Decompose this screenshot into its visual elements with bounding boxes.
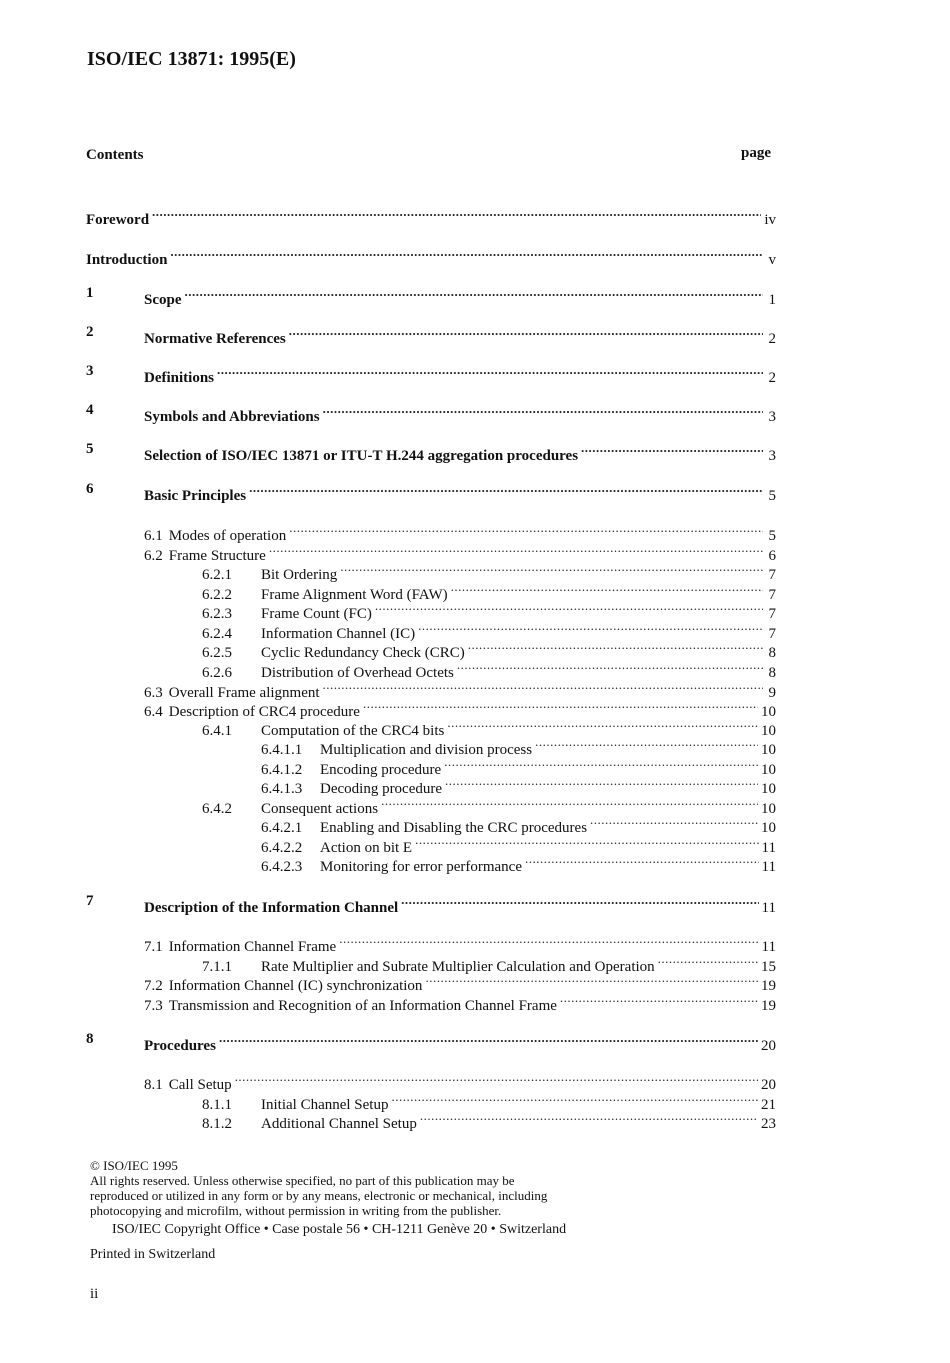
toc-entry-number: 6.4.1 bbox=[202, 723, 232, 739]
copyright-notice bbox=[90, 1158, 547, 1218]
toc-dot-leader bbox=[457, 658, 763, 677]
toc-entry-page: 7 bbox=[768, 626, 776, 642]
page-column-heading: page bbox=[741, 145, 771, 161]
toc-entry-number: 6.4.2.1 bbox=[261, 820, 303, 836]
toc-dot-leader bbox=[249, 481, 763, 500]
toc-entry-page: 11 bbox=[761, 840, 776, 856]
toc-entry[interactable] bbox=[144, 324, 776, 349]
toc-entry-title: Multiplication and division process bbox=[320, 742, 533, 758]
toc-entry-page: 7 bbox=[768, 587, 776, 603]
toc-entry-page: iv bbox=[764, 212, 776, 228]
rights-line-1: All rights reserved. Unless otherwise specified, no part of this publication may be bbox=[90, 1173, 515, 1188]
copyright-office: ISO/IEC Copyright Office • Case postale 56 • CH-1211 Genève 20 • Switzerland bbox=[112, 1222, 567, 1237]
printed-in: Printed in Switzerland bbox=[90, 1247, 216, 1262]
copyright-line: © ISO/IEC 1995 bbox=[90, 1158, 178, 1173]
toc-entry-number: 8.1.1 bbox=[202, 1097, 232, 1113]
toc-entry-title: Distribution of Overhead Octets bbox=[261, 665, 454, 681]
toc-entry-title: Decoding procedure bbox=[320, 781, 443, 797]
toc-chapter-number: 1 bbox=[86, 285, 94, 301]
toc-dot-leader bbox=[444, 755, 758, 774]
toc-entry-title: Basic Principles bbox=[144, 488, 247, 504]
toc-entry-number: 6.2.4 bbox=[202, 626, 232, 642]
toc-entry-number: 6.1 bbox=[144, 528, 163, 544]
toc-entry-title: Procedures bbox=[144, 1038, 216, 1054]
toc-entry-title: Introduction bbox=[86, 252, 168, 268]
toc-entry-title: Encoding procedure bbox=[320, 762, 442, 778]
toc-entry-title: Foreword bbox=[86, 212, 150, 228]
toc-entry-number: 6.2 bbox=[144, 548, 163, 564]
toc-entry-number: 7.2 bbox=[144, 978, 163, 994]
toc-entry[interactable] bbox=[144, 991, 776, 1016]
toc-entry-page: 10 bbox=[761, 820, 776, 836]
toc-entry-number: 7.1 bbox=[144, 939, 163, 955]
toc-entry-page: 11 bbox=[761, 900, 776, 916]
toc-entry-title: Monitoring for error performance bbox=[320, 859, 523, 875]
toc-dot-leader bbox=[445, 774, 758, 793]
toc-dot-leader bbox=[170, 245, 763, 264]
toc-entry-title: Action on bit E bbox=[320, 840, 413, 856]
toc-dot-leader bbox=[590, 813, 758, 832]
toc-dot-leader bbox=[381, 794, 758, 813]
toc-entry-title: Selection of ISO/IEC 13871 or ITU-T H.244 aggregation procedures bbox=[144, 448, 579, 464]
toc-dot-leader bbox=[363, 697, 758, 716]
toc-entry-title: Call Setup bbox=[168, 1077, 232, 1093]
toc-dot-leader bbox=[340, 560, 763, 579]
toc-entry-title: Normative References bbox=[144, 331, 286, 347]
toc-entry-page: 20 bbox=[761, 1077, 776, 1093]
toc-entry-page: 5 bbox=[768, 488, 776, 504]
toc-entry-page: 11 bbox=[761, 939, 776, 955]
toc-entry[interactable] bbox=[144, 441, 776, 466]
toc-dot-leader bbox=[535, 735, 758, 754]
toc-dot-leader bbox=[658, 952, 758, 971]
toc-entry[interactable] bbox=[261, 852, 776, 877]
toc-entry[interactable] bbox=[86, 205, 776, 230]
toc-entry-title: Additional Channel Setup bbox=[261, 1116, 417, 1132]
toc-entry-title: Transmission and Recognition of an Information Channel Frame bbox=[168, 998, 557, 1014]
toc-entry-title: Computation of the CRC4 bits bbox=[261, 723, 445, 739]
toc-dot-leader bbox=[219, 1031, 758, 1050]
toc-entry-title: Bit Ordering bbox=[261, 567, 338, 583]
toc-entry-title: Description of the Information Channel bbox=[144, 900, 399, 916]
toc-entry[interactable] bbox=[144, 1031, 776, 1056]
toc-entry-page: 20 bbox=[761, 1038, 776, 1054]
toc-entry-page: 10 bbox=[761, 762, 776, 778]
toc-entry-title: Overall Frame alignment bbox=[168, 685, 320, 701]
toc-entry-number: 6.4.1.2 bbox=[261, 762, 303, 778]
toc-entry-title: Consequent actions bbox=[261, 801, 379, 817]
toc-entry-page: 7 bbox=[768, 606, 776, 622]
toc-entry-title: Modes of operation bbox=[168, 528, 287, 544]
toc-dot-leader bbox=[269, 541, 763, 560]
toc-dot-leader bbox=[217, 363, 763, 382]
toc-entry-page: 3 bbox=[768, 448, 776, 464]
toc-entry[interactable] bbox=[144, 481, 776, 506]
toc-entry-title: Initial Channel Setup bbox=[261, 1097, 389, 1113]
toc-entry[interactable] bbox=[202, 1109, 776, 1134]
toc-entry[interactable] bbox=[144, 285, 776, 310]
toc-entry-page: 2 bbox=[768, 370, 776, 386]
toc-entry-title: Frame Alignment Word (FAW) bbox=[261, 587, 448, 603]
toc-entry-page: 11 bbox=[761, 859, 776, 875]
toc-entry-title: Definitions bbox=[144, 370, 215, 386]
toc-entry-page: 2 bbox=[768, 331, 776, 347]
page-number: ii bbox=[90, 1286, 99, 1302]
toc-entry-title: Scope bbox=[144, 292, 182, 308]
toc-entry-title: Frame Structure bbox=[168, 548, 266, 564]
toc-entry-number: 6.4.2.3 bbox=[261, 859, 303, 875]
toc-entry-page: 10 bbox=[761, 801, 776, 817]
toc-entry-title: Frame Count (FC) bbox=[261, 606, 372, 622]
toc-entry-number: 6.2.1 bbox=[202, 567, 232, 583]
toc-dot-leader bbox=[468, 638, 763, 657]
toc-dot-leader bbox=[401, 893, 758, 912]
toc-dot-leader bbox=[418, 619, 763, 638]
toc-entry-page: 3 bbox=[768, 409, 776, 425]
toc-entry-page: 8 bbox=[768, 645, 776, 661]
toc-dot-leader bbox=[289, 521, 763, 540]
toc-entry-number: 6.4 bbox=[144, 704, 163, 720]
toc-entry-page: 10 bbox=[761, 742, 776, 758]
toc-dot-leader bbox=[391, 1090, 758, 1109]
toc-entry-number: 7.1.1 bbox=[202, 959, 232, 975]
rights-line-2: reproduced or utilized in any form or by any means, electronic or mechanical, including bbox=[90, 1188, 548, 1203]
toc-entry-page: 7 bbox=[768, 567, 776, 583]
toc-entry-title: Information Channel (IC) synchronization bbox=[168, 978, 423, 994]
toc-dot-leader bbox=[415, 833, 758, 852]
toc-entry-page: 1 bbox=[768, 292, 776, 308]
rights-line-3: photocopying and microfilm, without permission in writing from the publisher. bbox=[90, 1203, 502, 1218]
toc-entry-title: Information Channel (IC) bbox=[261, 626, 416, 642]
toc-entry[interactable] bbox=[86, 245, 776, 270]
toc-entry-number: 6.3 bbox=[144, 685, 163, 701]
toc-entry-page: 9 bbox=[768, 685, 776, 701]
toc-dot-leader bbox=[581, 441, 763, 460]
toc-entry-page: 10 bbox=[761, 704, 776, 720]
toc-entry-number: 7.3 bbox=[144, 998, 163, 1014]
toc-chapter-number: 3 bbox=[86, 363, 94, 379]
document-header: ISO/IEC 13871: 1995(E) bbox=[87, 48, 296, 70]
toc-chapter-number: 2 bbox=[86, 324, 94, 340]
toc-entry-number: 6.2.5 bbox=[202, 645, 232, 661]
contents-heading: Contents bbox=[86, 147, 144, 163]
toc-dot-leader bbox=[447, 716, 758, 735]
toc-entry-number: 6.4.1.1 bbox=[261, 742, 303, 758]
toc-chapter-number: 7 bbox=[86, 893, 94, 909]
toc-entry-number: 6.2.3 bbox=[202, 606, 232, 622]
toc-chapter-number: 5 bbox=[86, 441, 94, 457]
toc-entry-title: Enabling and Disabling the CRC procedures bbox=[320, 820, 588, 836]
toc-dot-leader bbox=[323, 402, 763, 421]
toc-entry-title: Symbols and Abbreviations bbox=[144, 409, 320, 425]
toc-entry-page: 6 bbox=[768, 548, 776, 564]
toc-entry-number: 6.4.1.3 bbox=[261, 781, 303, 797]
toc-entry-page: 23 bbox=[761, 1116, 776, 1132]
toc-entry[interactable] bbox=[144, 363, 776, 388]
toc-dot-leader bbox=[339, 932, 758, 951]
toc-entry-page: 15 bbox=[761, 959, 776, 975]
toc-dot-leader bbox=[375, 599, 763, 618]
toc-dot-leader bbox=[185, 285, 764, 304]
toc-dot-leader bbox=[560, 991, 758, 1010]
toc-entry-number: 6.2.6 bbox=[202, 665, 232, 681]
toc-entry-title: Cyclic Redundancy Check (CRC) bbox=[261, 645, 465, 661]
toc-entry-page: 5 bbox=[768, 528, 776, 544]
toc-entry-number: 8.1 bbox=[144, 1077, 163, 1093]
toc-dot-leader bbox=[425, 971, 758, 990]
toc-entry[interactable] bbox=[144, 402, 776, 427]
toc-dot-leader bbox=[323, 678, 763, 697]
toc-dot-leader bbox=[235, 1070, 758, 1089]
toc-entry[interactable] bbox=[144, 893, 776, 918]
toc-entry-page: v bbox=[768, 252, 776, 268]
toc-entry-number: 8.1.2 bbox=[202, 1116, 232, 1132]
toc-chapter-number: 8 bbox=[86, 1031, 94, 1047]
toc-dot-leader bbox=[525, 852, 759, 871]
toc-entry-number: 6.4.2.2 bbox=[261, 840, 303, 856]
toc-entry-title: Information Channel Frame bbox=[168, 939, 337, 955]
toc-dot-leader bbox=[152, 205, 761, 224]
toc-dot-leader bbox=[289, 324, 763, 343]
toc-entry-number: 6.4.2 bbox=[202, 801, 232, 817]
toc-dot-leader bbox=[420, 1109, 758, 1128]
toc-entry-number: 6.2.2 bbox=[202, 587, 232, 603]
toc-entry-page: 21 bbox=[761, 1097, 776, 1113]
toc-entry-title: Rate Multiplier and Subrate Multiplier Calculation and Operation bbox=[261, 959, 655, 975]
toc-entry-page: 8 bbox=[768, 665, 776, 681]
toc-entry-page: 19 bbox=[761, 998, 776, 1014]
toc-chapter-number: 6 bbox=[86, 481, 94, 497]
toc-entry-page: 19 bbox=[761, 978, 776, 994]
toc-entry-title: Description of CRC4 procedure bbox=[168, 704, 360, 720]
toc-dot-leader bbox=[451, 580, 763, 599]
toc-chapter-number: 4 bbox=[86, 402, 94, 418]
toc-entry-page: 10 bbox=[761, 781, 776, 797]
toc-entry-page: 10 bbox=[761, 723, 776, 739]
